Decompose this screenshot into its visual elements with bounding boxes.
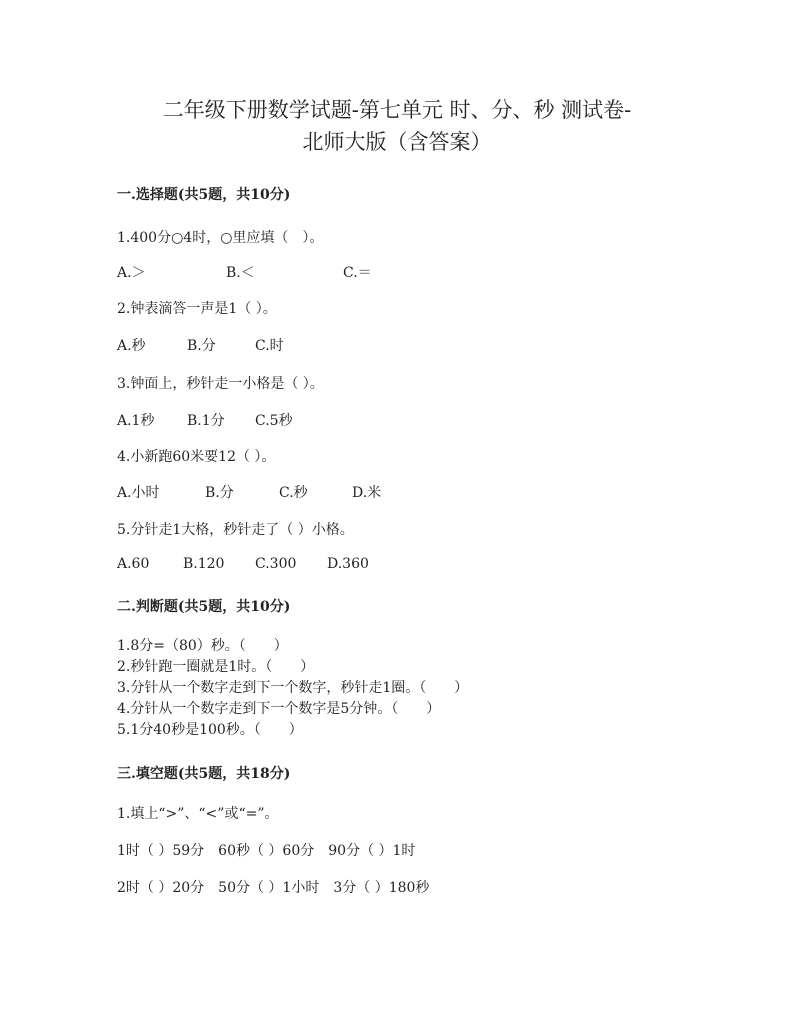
question-4: 4.小新跑60米要12（ ）。: [117, 449, 276, 465]
question-3: 3.钟面上，秒针走一小格是（ ）。: [117, 376, 324, 392]
document-title-line1: 二年级下册数学试题-第七单元 时、分、秒 测试卷-: [162, 98, 632, 122]
q1-option-c: C.＝: [343, 265, 372, 281]
judge-item-5: 5.1分40秒是100秒。（ ）: [117, 722, 303, 738]
q2-option-b: B.分: [187, 338, 216, 354]
section-heading-judge: 二.判断题(共5题，共10分): [117, 599, 291, 615]
fill-row-2: 2时（ ）20分 50分（ ）1小时 3分（ ）180秒: [117, 880, 430, 896]
q5-option-d: D.360: [327, 556, 369, 572]
judge-item-3: 3.分针从一个数字走到下一个数字，秒针走1圈。（ ）: [117, 680, 469, 696]
judge-item-2: 2.秒针跑一圈就是1时。（ ）: [117, 659, 315, 675]
q1-option-b: B.＜: [226, 265, 255, 281]
question-2: 2.钟表滴答一声是1（ ）。: [117, 301, 277, 317]
q3-option-a: A.1秒: [117, 413, 155, 429]
q5-option-b: B.120: [183, 556, 225, 572]
q2-option-c: C.时: [255, 338, 284, 354]
q5-option-a: A.60: [117, 556, 150, 572]
question-5: 5.分针走1大格，秒针走了（ ）小格。: [117, 522, 354, 538]
judge-item-1: 1.8分=（80）秒。（ ）: [117, 638, 288, 654]
judge-item-4: 4.分针从一个数字走到下一个数字是5分钟。（ ）: [117, 701, 441, 717]
section-heading-choice: 一.选择题(共5题，共10分): [117, 187, 291, 203]
q2-option-a: A.秒: [117, 338, 146, 354]
section-heading-fill: 三.填空题(共5题，共18分): [117, 766, 291, 782]
q4-option-d: D.米: [352, 485, 382, 501]
fill-question-1: 1.填上“>”、“<”或“=”。: [117, 806, 279, 822]
fill-row-1: 1时（ ）59分 60秒（ ）60分 90分（ ）1时: [117, 843, 416, 859]
question-1: 1.400分○4时，○里应填（ ）。: [117, 230, 324, 246]
document-title-line2: 北师大版（含答案）: [302, 130, 492, 154]
q4-option-b: B.分: [205, 485, 234, 501]
q4-option-a: A.小时: [117, 485, 160, 501]
q4-option-c: C.秒: [279, 485, 308, 501]
q1-option-a: A.＞: [117, 265, 146, 281]
judge-list: [117, 636, 468, 741]
q3-option-c: C.5秒: [255, 413, 293, 429]
q5-option-c: C.300: [255, 556, 297, 572]
q3-option-b: B.1分: [187, 413, 225, 429]
